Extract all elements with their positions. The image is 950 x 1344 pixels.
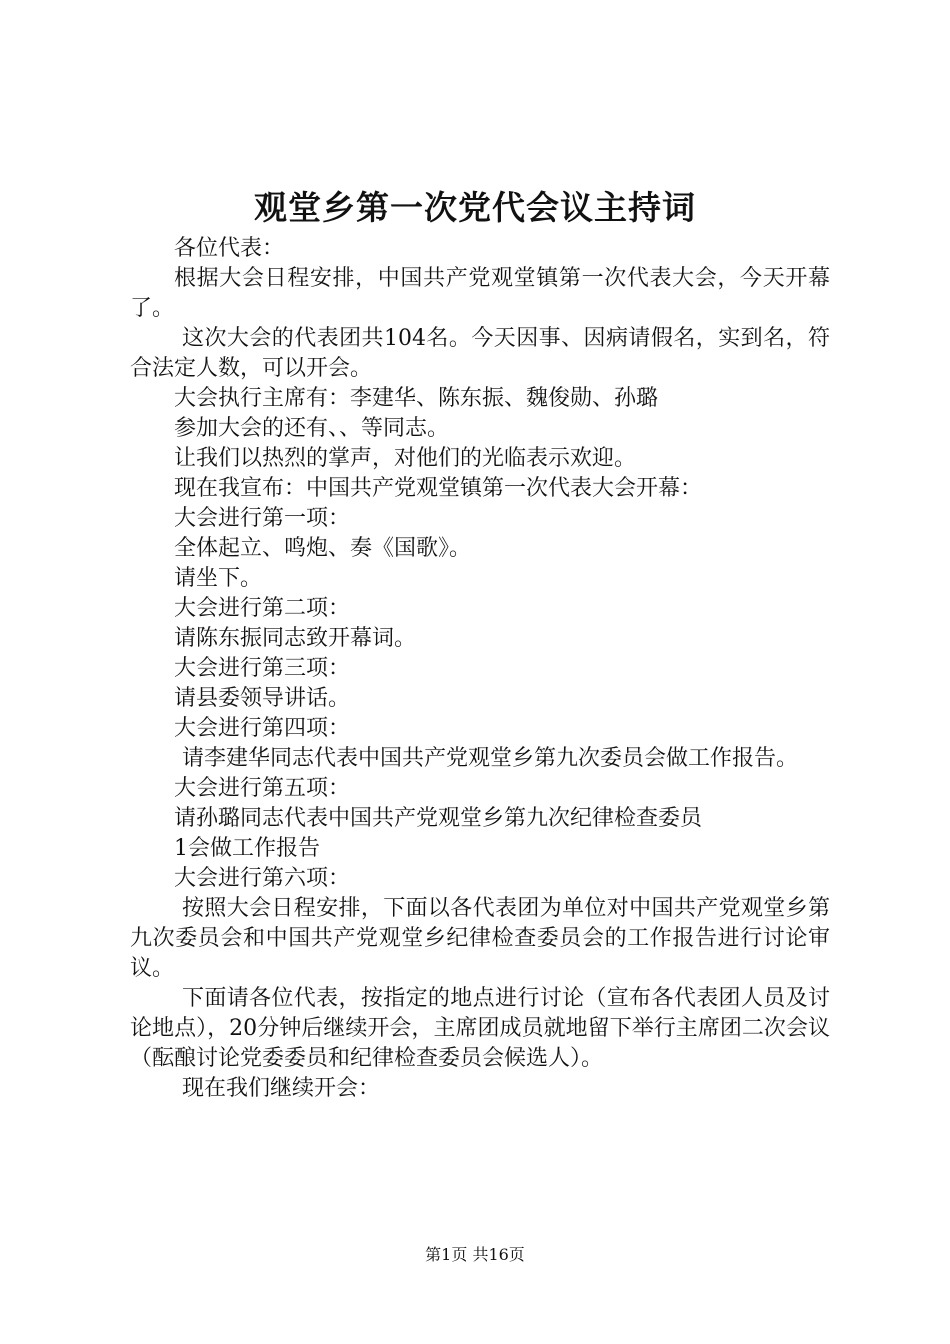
paragraph: 1会做工作报告 xyxy=(174,836,320,861)
paragraph: 大会进行第一项： xyxy=(174,506,351,531)
paragraph: 这次大会的代表团共104名。今天因事、因病请假名，实到名，符合法定人数，可以开会。 xyxy=(130,326,830,381)
paragraph: 全体起立、鸣炮、奏《国歌》。 xyxy=(174,536,472,561)
paragraph: 参加大会的还有、、等同志。 xyxy=(174,416,450,441)
paragraph: 请陈东振同志致开幕词。 xyxy=(174,626,417,651)
paragraph: 请县委领导讲话。 xyxy=(174,686,351,711)
paragraph: 请孙璐同志代表中国共产党观堂乡第九次纪律检查委员 xyxy=(174,806,703,831)
paragraph: 现在我们继续开会： xyxy=(182,1076,381,1101)
document-body xyxy=(130,234,830,1104)
paragraph: 根据大会日程安排，中国共产党观堂镇第一次代表大会，今天开幕了。 xyxy=(130,266,830,321)
document-title: 观堂乡第一次党代会议主持词 xyxy=(254,188,696,227)
paragraph: 按照大会日程安排，下面以各代表团为单位对中国共产党观堂乡第九次委员会和中国共产党观堂乡纪律检查委员会的工作报告进行讨论审议。 xyxy=(130,896,830,981)
page-number-footer: 第1页 共16页 xyxy=(425,1245,525,1264)
paragraph: 大会进行第五项： xyxy=(174,776,351,801)
paragraph: 现在我宣布：中国共产党观堂镇第一次代表大会开幕： xyxy=(174,476,703,501)
paragraph: 大会执行主席有：李建华、陈东振、魏俊勋、孙璐 xyxy=(174,386,659,411)
paragraph: 各位代表： xyxy=(174,236,285,261)
paragraph: 下面请各位代表，按指定的地点进行讨论（宣布各代表团人员及讨论地点），20分钟后继续开会，主席团成员就地留下举行主席团二次会议（酝酿讨论党委委员和纪律检查委员会候选人）。 xyxy=(130,986,830,1071)
paragraph: 大会进行第六项： xyxy=(174,866,351,891)
paragraph: 让我们以热烈的掌声，对他们的光临表示欢迎。 xyxy=(174,446,637,471)
paragraph: 大会进行第二项： xyxy=(174,596,351,621)
paragraph: 大会进行第三项： xyxy=(174,656,351,681)
paragraph: 大会进行第四项： xyxy=(174,716,351,741)
paragraph: 请坐下。 xyxy=(174,566,263,591)
paragraph: 请李建华同志代表中国共产党观堂乡第九次委员会做工作报告。 xyxy=(182,746,799,771)
